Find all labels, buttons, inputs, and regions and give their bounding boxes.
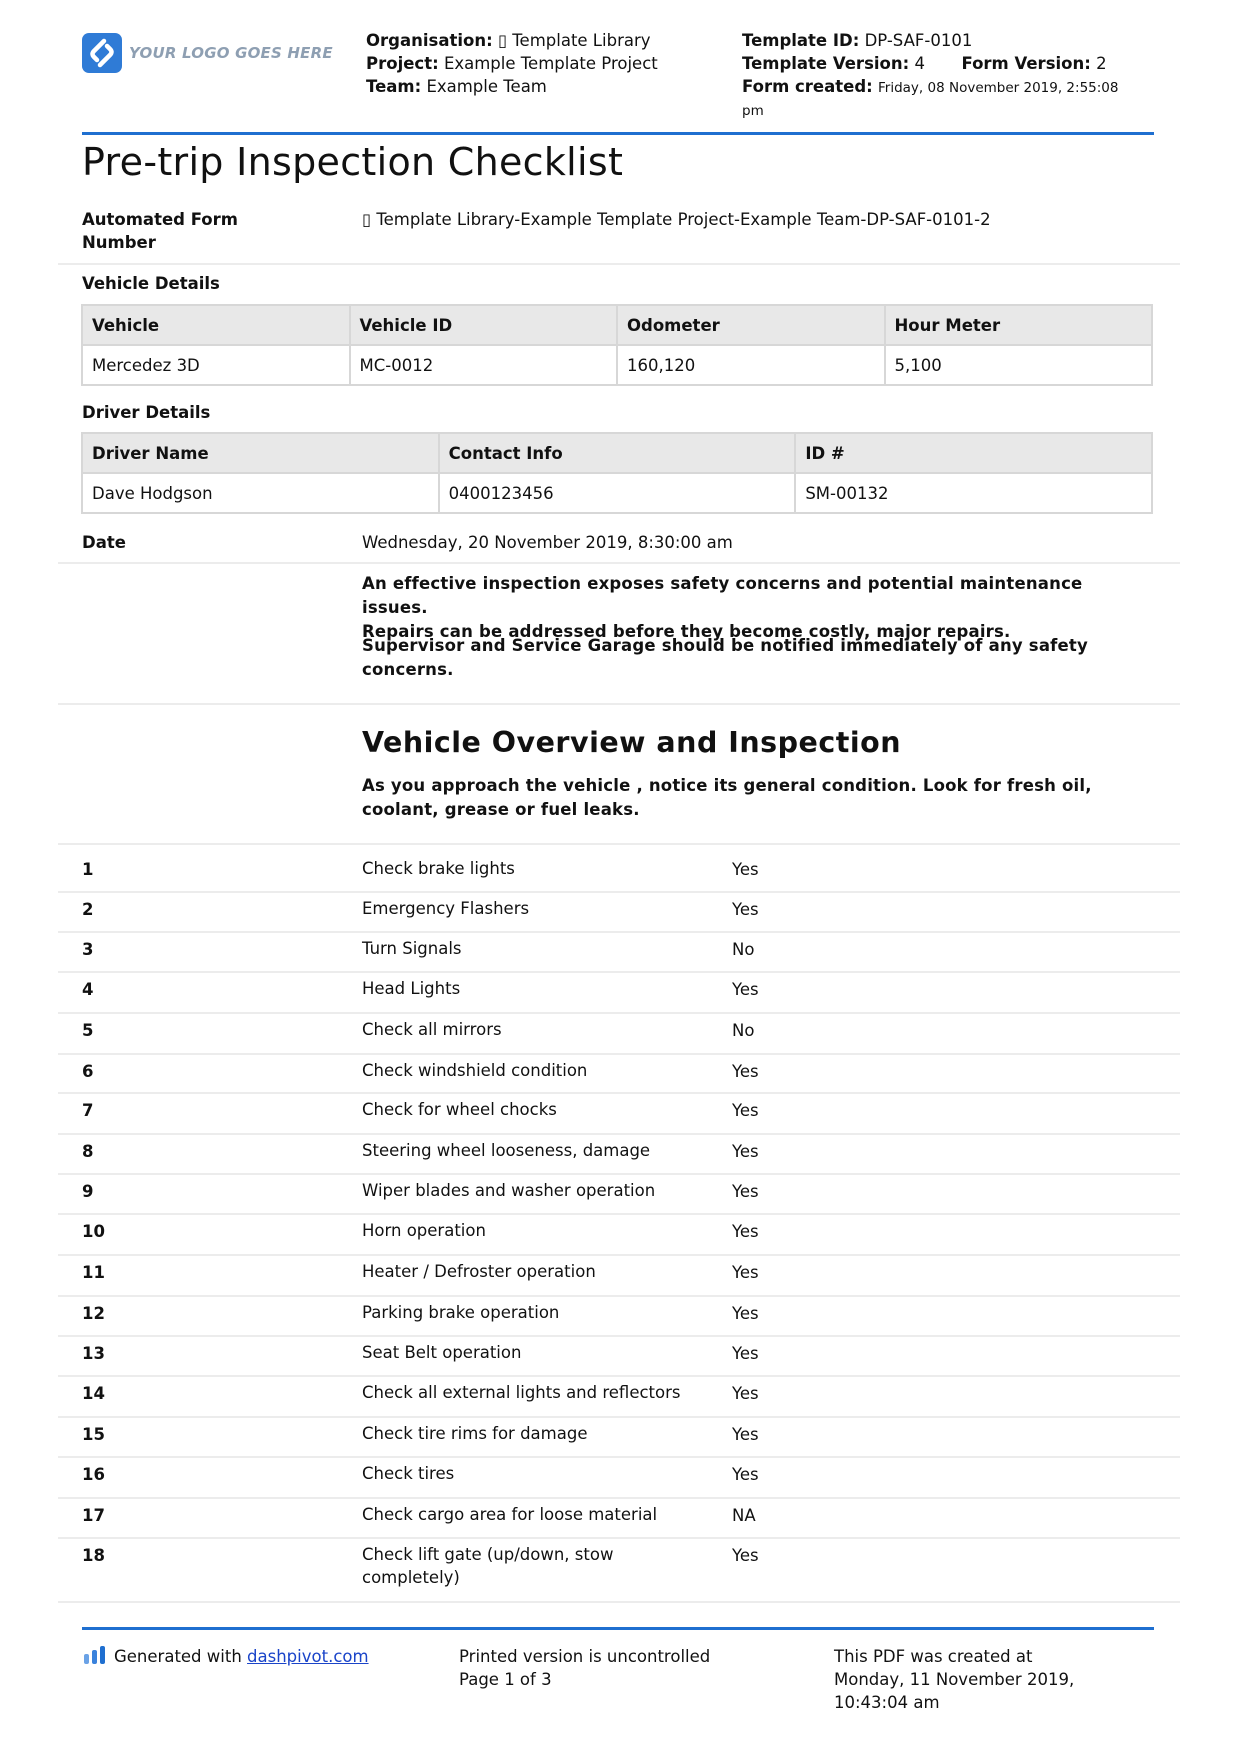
checklist-answer: Yes [732,1142,759,1161]
column-header-driver-name: Driver Name [82,433,439,473]
checklist-answer: Yes [732,1062,759,1081]
note-line: An effective inspection exposes safety concerns and potential maintenance issues. [362,574,1083,617]
pdf-created-line: 10:43:04 am [834,1693,940,1712]
checklist-answer: Yes [732,1384,759,1403]
checklist-number: 9 [82,1182,94,1201]
project-label: Project: [366,54,439,73]
checklist-row [58,1092,1180,1135]
hour-meter-cell: 5,100 [885,345,1153,385]
checklist-row [58,1416,1180,1458]
organisation-label: Organisation: [366,31,493,50]
checklist-row [58,1254,1180,1297]
note-line: Repairs can be addressed before they become costly, major repairs. [362,622,1011,641]
checklist-row [58,1173,1180,1215]
checklist-number: 12 [82,1304,105,1323]
checklist-item: Check brake lights [362,859,515,878]
logo-text: YOUR LOGO GOES HERE [129,44,333,62]
template-version-value: 4 [914,54,925,73]
checklist-number: 13 [82,1344,105,1363]
form-version-value: 2 [1096,54,1107,73]
column-header-vehicle-id: Vehicle ID [350,305,618,345]
divider [58,843,1180,845]
header-org-block [366,29,658,98]
checklist-answer: No [732,940,755,959]
column-header-id: ID # [795,433,1152,473]
checklist-number: 3 [82,940,94,959]
checklist-number: 5 [82,1021,94,1040]
checklist-answer: Yes [732,1344,759,1363]
checklist-number: 18 [82,1546,105,1565]
checklist-row [58,851,1180,893]
checklist-answer: Yes [732,1263,759,1282]
checklist-item: Check tires [362,1464,455,1483]
checklist-row [58,1456,1180,1499]
intro-line: As you approach the vehicle , notice its general condition. Look for fresh oil, [362,776,1092,795]
checklist-number: 4 [82,980,94,999]
checklist-item: Wiper blades and washer operation [362,1181,656,1200]
form-version-label: Form Version: [961,54,1091,73]
divider [58,263,1180,265]
checklist-number: 7 [82,1101,94,1120]
checklist-row [58,891,1180,933]
driver-details-table [81,432,1153,514]
header-template-block [742,29,1162,123]
project-value: Example Template Project [443,54,658,73]
checklist-item: Check cargo area for loose material [362,1505,658,1524]
header-divider [82,132,1154,135]
note-line: concerns. [362,660,454,679]
logo-mark [82,33,122,73]
team-value: Example Team [426,77,547,96]
checklist-answer: No [732,1021,755,1040]
form-created-value: Friday, 08 November 2019, 2:55:08 [878,80,1119,96]
checklist-item: Parking brake operation [362,1303,560,1322]
checklist-number: 6 [82,1062,94,1081]
checklist-row [58,1375,1180,1418]
vehicle-details-table [81,304,1153,386]
dashpivot-link[interactable]: dashpivot.com [247,1647,369,1666]
pdf-created-line: This PDF was created at [834,1647,1033,1666]
date-label: Date [82,533,126,552]
form-created-value-cont: pm [742,103,764,119]
checklist-row [58,971,1180,1014]
divider [58,703,1180,705]
template-version-label: Template Version: [742,54,910,73]
checklist-number: 11 [82,1263,105,1282]
checklist-item: Turn Signals [362,939,462,958]
note-line: Supervisor and Service Garage should be notified immediately of any safety [362,636,1088,655]
pdf-created-line: Monday, 11 November 2019, [834,1670,1075,1689]
generated-prefix: Generated with [114,1647,242,1666]
table-header-row [82,305,1152,345]
checklist-item: Head Lights [362,979,461,998]
column-header-hour-meter: Hour Meter [885,305,1153,345]
checklist-item: Check all mirrors [362,1020,502,1039]
checklist-answer: NA [732,1506,756,1525]
checklist-answer: Yes [732,1101,759,1120]
table-header-row [82,433,1152,473]
form-number-value: ▯ Template Library-Example Template Project-Example Team-DP-SAF-0101-2 [362,210,991,229]
printed-line: Printed version is uncontrolled [459,1647,711,1666]
checklist-row [58,1497,1180,1539]
column-header-odometer: Odometer [617,305,885,345]
checklist-answer: Yes [732,1304,759,1323]
checklist-item: Check windshield condition [362,1061,588,1080]
checklist-number: 14 [82,1384,105,1403]
table-row [82,473,1152,513]
checklist-number: 16 [82,1465,105,1484]
organisation-value: ▯ Template Library [497,31,651,50]
page-title: Pre-trip Inspection Checklist [82,140,624,184]
checklist-row [58,1295,1180,1337]
template-id-value: DP-SAF-0101 [864,31,973,50]
date-value: Wednesday, 20 November 2019, 8:30:00 am [362,533,733,552]
checklist-item: Check for wheel chocks [362,1100,557,1119]
vehicle-id-cell: MC-0012 [350,345,618,385]
checklist-item: Seat Belt operation [362,1343,522,1362]
contact-info-cell: 0400123456 [439,473,796,513]
vehicle-cell: Mercedez 3D [82,345,350,385]
generated-with [84,1645,369,1668]
pdf-created [834,1645,1074,1714]
checklist-answer: Yes [732,900,759,919]
table-row [82,345,1152,385]
logo-icon [82,33,122,73]
checklist-answer: Yes [732,1465,759,1484]
checklist-number: 15 [82,1425,105,1444]
checklist-row [58,1335,1180,1377]
checklist-answer: Yes [732,1222,759,1241]
checklist-row [58,1537,1180,1603]
driver-name-cell: Dave Hodgson [82,473,439,513]
checklist-answer: Yes [732,1425,759,1444]
checklist-row [58,931,1180,973]
checklist-number: 10 [82,1222,105,1241]
checklist-answer: Yes [732,980,759,999]
checklist-answer: Yes [732,1182,759,1201]
vehicle-details-heading: Vehicle Details [82,274,220,293]
section-title: Vehicle Overview and Inspection [362,726,902,759]
section-intro [362,774,1152,822]
checklist-item: Steering wheel looseness, damage [362,1141,651,1160]
checklist-item: Heater / Defroster operation [362,1262,596,1281]
checklist-row [58,1053,1180,1094]
printed-notice [459,1645,710,1691]
checklist-number: 1 [82,860,94,879]
checklist-row [58,1012,1180,1055]
checklist-row [58,1133,1180,1175]
form-created-label: Form created: [742,77,873,96]
form-number-label [82,208,238,254]
intro-line: coolant, grease or fuel leaks. [362,800,640,819]
page-number: Page 1 of 3 [459,1670,552,1689]
footer-divider [82,1627,1154,1630]
odometer-cell: 160,120 [617,345,885,385]
checklist-answer: Yes [732,1546,759,1565]
checklist-number: 2 [82,900,94,919]
driver-id-cell: SM-00132 [795,473,1152,513]
checklist-number: 8 [82,1142,94,1161]
template-id-label: Template ID: [742,31,860,50]
bar-chart-icon [84,1646,108,1664]
checklist-item: Emergency Flashers [362,899,530,918]
checklist-item: Horn operation [362,1221,486,1240]
checklist-item: Check lift gate (up/down, stow completely) [362,1545,614,1587]
team-label: Team: [366,77,422,96]
checklist-row [58,1213,1180,1256]
checklist-number: 17 [82,1506,105,1525]
checklist-answer: Yes [732,860,759,879]
supervisor-note [362,634,1152,682]
column-header-contact-info: Contact Info [439,433,796,473]
form-number-label-line2: Number [82,233,156,252]
form-number-label-line1: Automated Form [82,210,238,229]
divider [58,562,1180,564]
column-header-vehicle: Vehicle [82,305,350,345]
driver-details-heading: Driver Details [82,403,211,422]
checklist-item: Check all external lights and reflectors [362,1383,681,1402]
checklist-item: Check tire rims for damage [362,1424,588,1443]
